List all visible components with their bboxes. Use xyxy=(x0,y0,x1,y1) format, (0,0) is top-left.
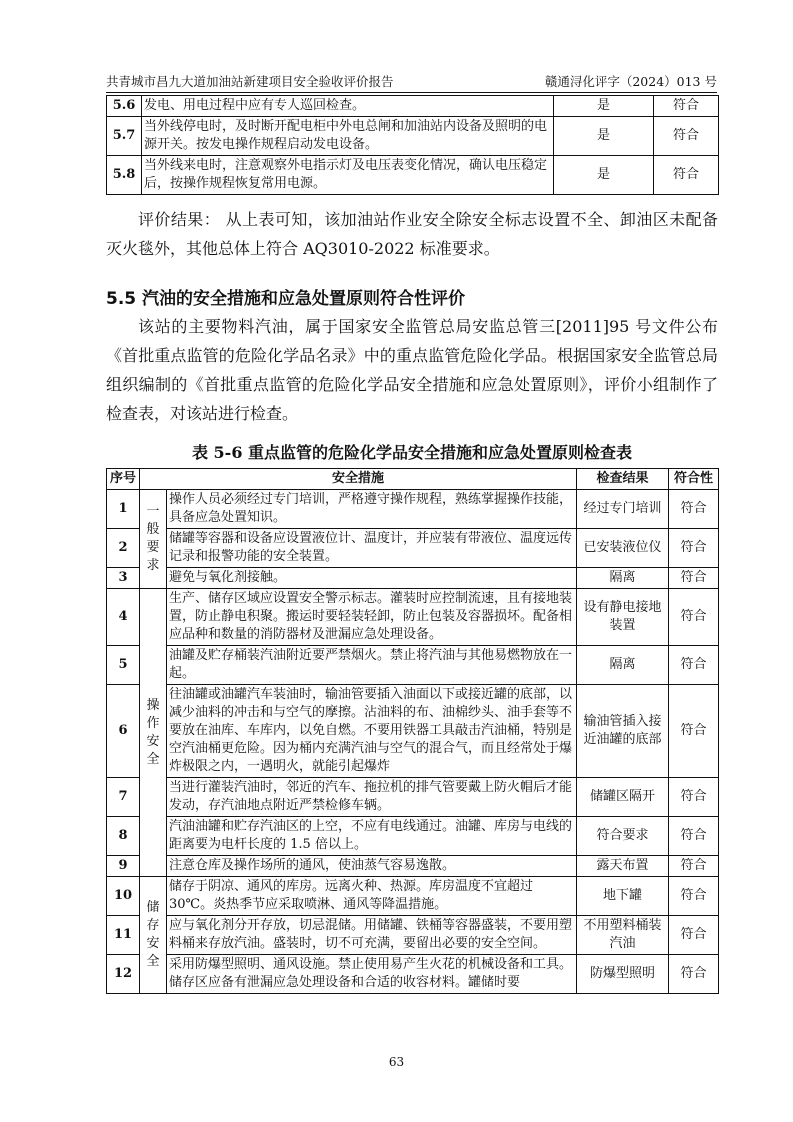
section-title: 5.5 汽油的安全措施和应急处置原则符合性评价 xyxy=(106,289,466,309)
row-result: 输油管插入接近油罐的底部 xyxy=(577,685,669,778)
row-conform: 符合 xyxy=(669,529,719,568)
page-number: 63 xyxy=(388,1055,405,1069)
row-conform: 符合 xyxy=(669,817,719,856)
row-conform: 符合 xyxy=(669,589,719,646)
group-general: 一般要求 xyxy=(140,490,167,589)
row-content: 储罐等容器和设备应设置液位计、温度计，并应装有带液位、温度远传记录和报警功能的安全装置。 xyxy=(167,529,577,568)
table-row xyxy=(107,916,719,955)
header-no: 序号 xyxy=(107,469,140,490)
row-result: 隔离 xyxy=(577,568,669,589)
row-number: 7 xyxy=(107,778,140,817)
row-content: 汽油油罐和贮存汽油区的上空，不应有电线通过。油罐、库房与电线的距离要为电杆长度的 1.5 倍以上。 xyxy=(167,817,577,856)
row-content: 注意仓库及操作场所的通风，使油蒸气容易逸散。 xyxy=(167,856,577,877)
row-number: 10 xyxy=(107,877,140,916)
page-header xyxy=(106,70,717,93)
row-conform: 符合 xyxy=(669,685,719,778)
row-number: 11 xyxy=(107,916,140,955)
row-conform: 符合 xyxy=(669,490,719,529)
row-conform: 符合 xyxy=(669,955,719,994)
row-result: 经过专门培训 xyxy=(577,490,669,529)
row-content: 避免与氧化剂接触。 xyxy=(167,568,577,589)
row-number: 1 xyxy=(107,490,140,529)
row-content: 当外线停电时，及时断开配电柜中外电总闸和加油站内设备及照明的电源开关。按发电操作规程启动发电设备。 xyxy=(142,117,554,156)
row-conform: 符合 xyxy=(654,96,719,117)
row-result: 隔离 xyxy=(577,646,669,685)
row-content: 当进行灌装汽油时，邻近的汽车、拖拉机的排气管要戴上防火帽后才能发动，存汽油地点附近严禁检修车辆。 xyxy=(167,778,577,817)
row-number: 9 xyxy=(107,856,140,877)
check-table-continued xyxy=(106,95,719,195)
table-row xyxy=(107,685,719,778)
header-right: 赣通浔化评字（2024）013 号 xyxy=(544,74,717,89)
table-row xyxy=(107,955,719,994)
row-content: 发电、用电过程中应有专人巡回检查。 xyxy=(142,96,554,117)
row-number: 5 xyxy=(107,646,140,685)
row-number: 12 xyxy=(107,955,140,994)
table-row xyxy=(107,817,719,856)
row-number: 5.8 xyxy=(107,156,142,195)
row-conform: 符合 xyxy=(669,916,719,955)
row-result: 储罐区隔开 xyxy=(577,778,669,817)
row-conform: 符合 xyxy=(669,856,719,877)
table-row xyxy=(107,117,719,156)
row-result: 露天布置 xyxy=(577,856,669,877)
table-row xyxy=(107,646,719,685)
table-header-row xyxy=(107,469,719,490)
row-content: 生产、储存区域应设置安全警示标志。灌装时应控制流速，且有接地装置，防止静电积聚。搬运时要轻装轻卸，防止包装及容器损坏。配备相应品种和数量的消防器材及泄漏应急处理设备。 xyxy=(167,589,577,646)
row-conform: 符合 xyxy=(654,117,719,156)
row-result: 设有静电接地装置 xyxy=(577,589,669,646)
row-result: 防爆型照明 xyxy=(577,955,669,994)
table-row xyxy=(107,96,719,117)
row-number: 3 xyxy=(107,568,140,589)
evaluation-result-text: 评价结果： 从上表可知，该加油站作业安全除安全标志设置不全、卸油区未配备灭火毯外，其他总体上符合 AQ3010-2022 标准要求。 xyxy=(106,210,718,258)
row-content: 往油罐或油罐汽车装油时，输油管要插入油面以下或接近罐的底部，以减少油料的冲击和与空气的摩擦。沾油料的布、油棉纱头、油手套等不要放在油库、车库内，以免自燃。不要用铁器工具敲击汽油桶，特别是空汽油桶更危险。因为桶内充满汽油与空气的混合气，而且经常处于爆炸极限之内，一遇明火，就能引起爆炸 xyxy=(167,685,577,778)
row-number: 5.6 xyxy=(107,96,142,117)
group-operation: 操作安全 xyxy=(140,589,167,877)
row-result: 符合要求 xyxy=(577,817,669,856)
row-number: 5.7 xyxy=(107,117,142,156)
group-storage: 储存安全 xyxy=(140,877,167,994)
table-row xyxy=(107,568,719,589)
row-result: 是 xyxy=(554,117,654,156)
row-conform: 符合 xyxy=(654,156,719,195)
header-measure: 安全措施 xyxy=(140,469,577,490)
row-result: 不用塑料桶装汽油 xyxy=(577,916,669,955)
row-result: 是 xyxy=(554,96,654,117)
row-number: 4 xyxy=(107,589,140,646)
row-content: 应与氧化剂分开存放，切忌混储。用储罐、铁桶等容器盛装，不要用塑料桶来存放汽油。盛装时，切不可充满，要留出必要的安全空间。 xyxy=(167,916,577,955)
header-left: 共青城市昌九大道加油站新建项目安全验收评价报告 xyxy=(106,74,394,89)
row-result: 已安装液位仪 xyxy=(577,529,669,568)
table-row xyxy=(107,856,719,877)
table-row xyxy=(107,156,719,195)
hazard-check-table xyxy=(106,468,719,994)
header-conform: 符合性 xyxy=(669,469,719,490)
row-content: 采用防爆型照明、通风设施。禁止使用易产生火花的机械设备和工具。储存区应备有泄漏应急处理设备和合适的收容材料。罐储时要 xyxy=(167,955,577,994)
table-row xyxy=(107,778,719,817)
row-number: 6 xyxy=(107,685,140,778)
table-row xyxy=(107,490,719,529)
row-number: 2 xyxy=(107,529,140,568)
row-conform: 符合 xyxy=(669,568,719,589)
row-conform: 符合 xyxy=(669,877,719,916)
table-row xyxy=(107,589,719,646)
section-paragraph: 该站的主要物料汽油，属于国家安全监管总局安监总管三[2011]95 号文件公布《首批重点监管的危险化学品名录》中的重点监管危险化学品。根据国家安全监管总局组织编制的《首批重点监管的危险化学品安全措施和应急处置原则》，评价小组制作了检查表，对该站进行检查。 xyxy=(106,317,718,423)
header-result: 检查结果 xyxy=(577,469,669,490)
row-number: 8 xyxy=(107,817,140,856)
table-row xyxy=(107,529,719,568)
table-row xyxy=(107,877,719,916)
row-conform: 符合 xyxy=(669,646,719,685)
row-content: 操作人员必须经过专门培训，严格遵守操作规程，熟练掌握操作技能，具备应急处置知识。 xyxy=(167,490,577,529)
row-content: 当外线来电时，注意观察外电指示灯及电压表变化情况，确认电压稳定后，按操作规程恢复常用电源。 xyxy=(142,156,554,195)
row-result: 是 xyxy=(554,156,654,195)
table-caption: 表 5-6 重点监管的危险化学品安全措施和应急处置原则检查表 xyxy=(191,443,633,462)
row-content: 油罐及贮存桶装汽油附近要严禁烟火。禁止将汽油与其他易燃物放在一起。 xyxy=(167,646,577,685)
row-result: 地下罐 xyxy=(577,877,669,916)
row-conform: 符合 xyxy=(669,778,719,817)
row-content: 储存于阴凉、通风的库房。远离火种、热源。库房温度不宜超过 30℃。炎热季节应采取喷淋、通风等降温措施。 xyxy=(167,877,577,916)
